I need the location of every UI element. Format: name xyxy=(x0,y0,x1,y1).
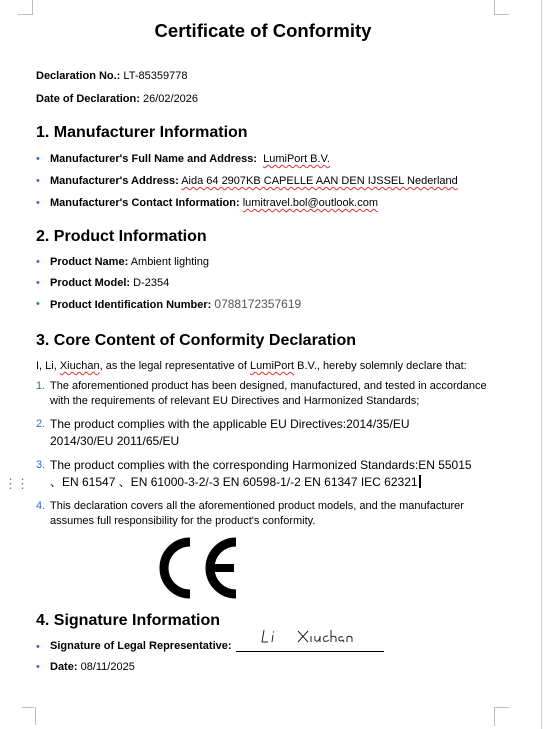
manufacturer-name-line xyxy=(50,153,330,165)
declaration-number-label: Declaration No.: xyxy=(36,70,121,82)
intro-text-b: , as the legal representative of xyxy=(99,360,251,372)
manufacturer-address-value: Aida 64 2907KB CAPELLE AAN DEN IJSSEL Nederland xyxy=(181,175,458,187)
manufacturer-contact-line xyxy=(50,197,378,209)
drag-handle-icon[interactable]: ⋮⋮ xyxy=(4,476,28,491)
document-title: Certificate of Conformity xyxy=(154,20,372,41)
intro-company-name: LumiPort xyxy=(250,360,295,372)
manufacturer-contact-value: lumitravel.bol@outlook.com xyxy=(242,197,378,209)
ce-mark-icon xyxy=(158,536,248,600)
conformity-item-2: The product complies with the applicable EU Directives:2014/35/EU 2014/30/EU 2011/65/EU xyxy=(50,417,410,448)
conformity-item-4: This declaration covers all the aforementioned product models, and the manufacturer assumes full responsibility for the product's conformity. xyxy=(50,500,464,527)
bullet-icon: • xyxy=(36,277,40,289)
signature-date-label: Date: xyxy=(50,661,78,673)
bullet-icon: • xyxy=(36,298,40,310)
bullet-icon: • xyxy=(36,641,40,653)
page-corner-mark-bottom-left-vertical xyxy=(35,707,36,725)
handwritten-signature xyxy=(252,625,362,651)
section-heading-manufacturer: 1. Manufacturer Information xyxy=(36,124,248,141)
declaration-date-label: Date of Declaration: xyxy=(36,93,140,105)
page-corner-mark-top-right xyxy=(494,0,509,15)
declaration-number-value: LT-85359778 xyxy=(123,70,188,82)
manufacturer-name-label: Manufacturer's Full Name and Address: xyxy=(50,153,257,165)
product-id-label: Product Identification Number: xyxy=(50,299,212,311)
product-name-label: Product Name: xyxy=(50,256,129,268)
signature-underline xyxy=(236,651,384,652)
text-cursor xyxy=(419,475,421,488)
manufacturer-address-line xyxy=(50,175,458,187)
bullet-icon: • xyxy=(36,197,40,209)
product-name-value: Ambient lighting xyxy=(130,256,209,268)
product-name-line xyxy=(50,256,209,268)
bullet-icon: • xyxy=(36,256,40,268)
section-heading-product: 2. Product Information xyxy=(36,228,207,245)
conformity-item-3[interactable] xyxy=(50,457,480,491)
product-model-value: D-2354 xyxy=(133,277,170,289)
intro-representative-name: Xiuchan xyxy=(59,360,100,372)
list-number: 1. xyxy=(36,380,46,392)
product-id-value: 0788172357619 xyxy=(214,297,302,311)
declaration-date-value: 26/02/2026 xyxy=(142,93,199,105)
list-number: 4. xyxy=(36,500,46,512)
conformity-item-1: The aforementioned product has been designed, manufactured, and tested in accordance with the requirements of relevant EU Directives and Harmonized Standards; xyxy=(50,380,487,407)
product-id-line xyxy=(50,297,301,311)
list-number: 2. xyxy=(36,418,46,430)
bullet-icon: • xyxy=(36,153,40,165)
section-heading-conformity: 3. Core Content of Conformity Declaration xyxy=(36,332,357,349)
signature-line xyxy=(50,640,232,652)
manufacturer-contact-label: Manufacturer's Contact Information: xyxy=(50,197,240,209)
page-corner-mark-bottom-right xyxy=(494,707,509,726)
page-corner-mark-top-left xyxy=(18,0,33,15)
declaration-number xyxy=(36,70,187,82)
manufacturer-address-label: Manufacturer's Address: xyxy=(50,175,179,187)
signature-date-value: 08/11/2025 xyxy=(80,661,135,673)
signature-date-line xyxy=(50,661,135,673)
product-model-line xyxy=(50,277,169,289)
signature-label: Signature of Legal Representative: xyxy=(50,640,232,652)
list-number: 3. xyxy=(36,459,46,471)
conformity-item-3-text: The product complies with the corresponding Harmonized Standards:EN 55015 、EN 61547 、EN 61000-3-2/-3 EN 60598-1/-2 EN 61347 IEC 62321 xyxy=(50,458,472,489)
product-model-label: Product Model: xyxy=(50,277,131,289)
manufacturer-name-value: LumiPort B.V. xyxy=(263,153,330,165)
bullet-icon: • xyxy=(36,661,40,673)
page-right-edge xyxy=(541,0,542,729)
page-corner-mark-bottom-left xyxy=(22,707,34,722)
intro-text-a: I, Li, xyxy=(36,360,60,372)
declaration-intro xyxy=(36,360,467,372)
intro-text-c: B.V., hereby solemnly declare that: xyxy=(294,360,467,372)
bullet-icon: • xyxy=(36,175,40,187)
declaration-date xyxy=(36,93,198,105)
section-heading-signature: 4. Signature Information xyxy=(36,612,221,629)
